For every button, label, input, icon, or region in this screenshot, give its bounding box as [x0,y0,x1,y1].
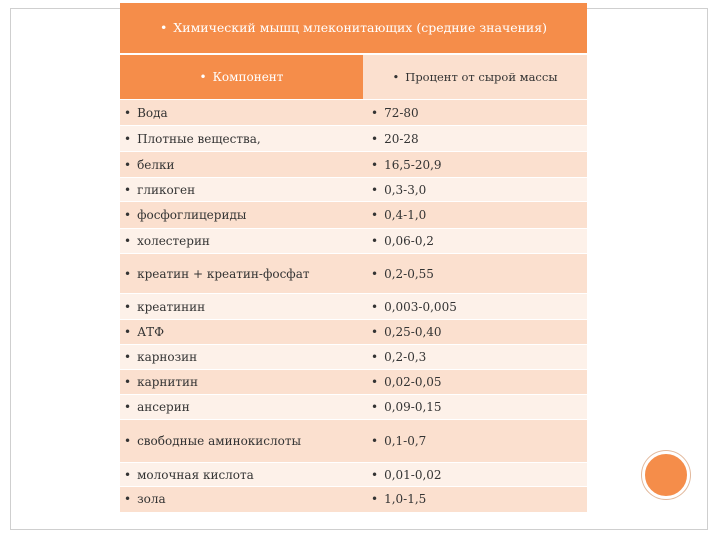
percent-value: 0,06-0,2 [384,234,434,248]
component-name: карнитин [137,375,199,389]
percent-cell [363,370,587,395]
bullet: • [124,434,132,448]
component-name: ансерин [137,400,190,414]
component-name: холестерин [137,234,210,248]
component-name: Плотные вещества, [137,131,261,146]
component-name: молочная кислота [137,467,254,482]
percent-cell [363,229,587,254]
bullet: • [371,208,379,222]
bullet: • [124,325,132,339]
bullet: • [124,467,132,482]
component-cell [120,370,363,395]
muscle-composition-table [120,3,587,512]
percent-value: 0,01-0,02 [384,467,442,482]
bullet: • [124,208,132,222]
bullet: • [199,70,207,84]
table-row [120,202,587,229]
bullet: • [371,325,379,339]
table-row [120,254,587,294]
percent-value: 0,1-0,7 [384,434,427,448]
component-cell [120,100,363,126]
bullet: • [124,266,132,281]
bullet: • [159,20,168,35]
component-cell [120,126,363,152]
bullet: • [124,350,132,364]
bullet: • [371,400,379,414]
bullet: • [124,234,132,248]
header-percent: • Процент от сырой массы [363,54,587,100]
bullet: • [124,299,132,314]
component-cell [120,254,363,294]
table-body [120,100,587,512]
bullet: • [371,467,379,482]
percent-cell [363,178,587,202]
table-row [120,100,587,126]
percent-cell [363,294,587,320]
percent-cell [363,202,587,229]
percent-cell [363,395,587,420]
percent-value: 1,0-1,5 [384,492,427,507]
bullet: • [124,131,132,146]
component-name: зола [137,492,166,507]
percent-cell [363,320,587,345]
bullet: • [371,350,379,364]
percent-value: 72-80 [384,105,419,120]
table-row [120,152,587,178]
percent-value: 0,25-0,40 [384,325,442,339]
table-row [120,395,587,420]
bullet: • [371,375,379,389]
bullet: • [371,105,379,120]
table-row [120,320,587,345]
table-row [120,370,587,395]
component-cell [120,152,363,178]
component-name: белки [137,157,175,172]
component-cell [120,345,363,370]
bullet: • [124,492,132,507]
table-row [120,126,587,152]
percent-cell [363,100,587,126]
component-name: Вода [137,105,168,120]
percent-value: 16,5-20,9 [384,157,442,172]
bullet: • [371,266,379,281]
bullet: • [371,492,379,507]
percent-cell [363,463,587,487]
bullet: • [124,105,132,120]
component-cell [120,178,363,202]
component-name: фосфоглицериды [137,208,247,222]
bullet: • [124,182,132,197]
percent-value: 20-28 [384,131,419,146]
table-title [120,3,587,54]
decorative-circle [642,451,690,499]
table-title-text: Химический мышц млеконитающих (средние значения) [173,20,548,35]
bullet: • [124,157,132,172]
table-row [120,294,587,320]
component-cell [120,487,363,512]
bullet: • [371,434,379,448]
component-name: гликоген [137,182,196,197]
component-cell [120,294,363,320]
bullet: • [392,70,400,84]
percent-cell [363,254,587,294]
component-cell [120,420,363,463]
percent-cell [363,345,587,370]
table-row [120,229,587,254]
component-name: АТФ [137,325,165,339]
table-row [120,178,587,202]
header-component: • Компонент [120,54,363,100]
percent-cell [363,126,587,152]
bullet: • [371,131,379,146]
table-row [120,345,587,370]
percent-cell [363,487,587,512]
percent-value: 0,09-0,15 [384,400,442,414]
bullet: • [124,375,132,389]
bullet: • [371,299,379,314]
percent-value: 0,2-0,55 [384,266,434,281]
component-cell [120,229,363,254]
percent-value: 0,4-1,0 [384,208,427,222]
table-row [120,463,587,487]
table-row [120,420,587,463]
component-name: креатинин [137,299,206,314]
bullet: • [371,182,379,197]
component-cell [120,463,363,487]
component-name: свободные аминокислоты [137,434,302,448]
component-cell [120,320,363,345]
percent-value: 0,2-0,3 [384,350,427,364]
percent-cell [363,152,587,178]
bullet: • [371,157,379,172]
component-name: карнозин [137,350,198,364]
percent-value: 0,02-0,05 [384,375,442,389]
bullet: • [124,400,132,414]
bullet: • [371,234,379,248]
component-name: креатин + креатин-фосфат [137,266,310,281]
percent-value: 0,3-3,0 [384,182,427,197]
percent-cell [363,420,587,463]
percent-value: 0,003-0,005 [384,299,457,314]
table-row [120,487,587,512]
component-cell [120,202,363,229]
component-cell [120,395,363,420]
